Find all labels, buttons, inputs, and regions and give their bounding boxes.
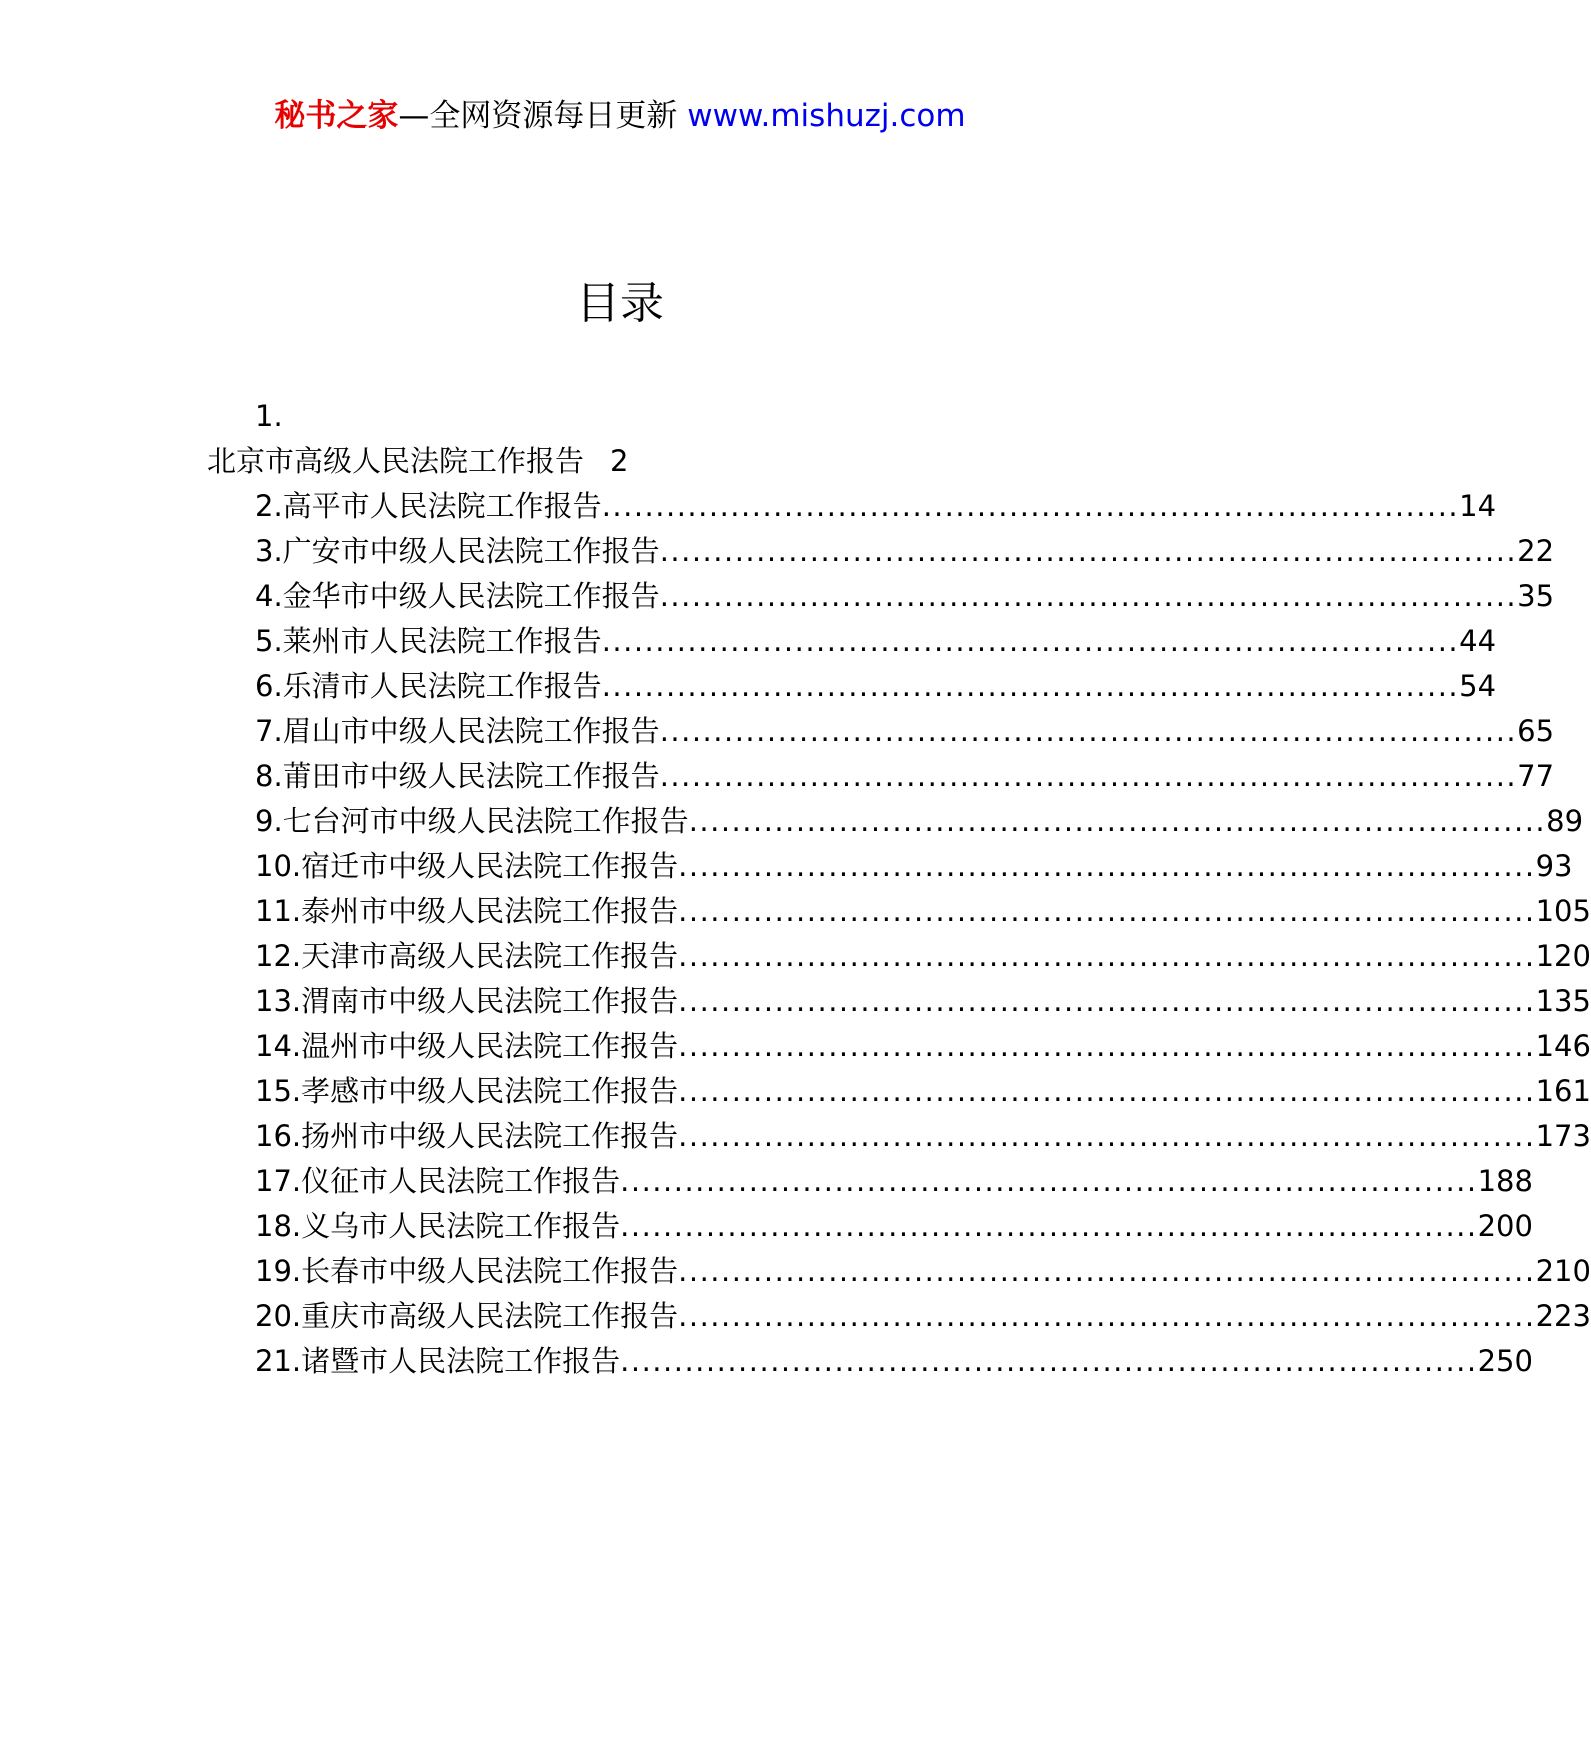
toc-item-number: 5. <box>255 624 283 658</box>
toc-item[interactable] <box>255 619 1497 664</box>
toc-item-page: 161 <box>1535 1074 1591 1108</box>
toc-item[interactable] <box>255 574 1555 619</box>
toc-item-label: 渭南市中级人民法院工作报告 <box>301 984 679 1018</box>
toc-item-label: 义乌市人民法院工作报告 <box>301 1209 621 1243</box>
toc-item-number: 11. <box>255 894 302 928</box>
toc-item-label: 天津市高级人民法院工作报告 <box>301 939 679 973</box>
toc-item[interactable] <box>255 1024 1591 1069</box>
toc-item[interactable] <box>255 979 1591 1024</box>
toc-item-number: 18. <box>255 1209 302 1243</box>
header-tagline: —全网资源每日更新 <box>398 98 678 134</box>
toc-item-page: 146 <box>1535 1029 1591 1063</box>
dot-leader: ................................................................................ <box>678 1074 1536 1108</box>
dot-leader: ................................................................................ <box>678 1299 1536 1333</box>
toc-item-page: 35 <box>1517 579 1555 613</box>
dot-leader: ................................................................................ <box>678 984 1536 1018</box>
dot-leader: ................................................................................ <box>601 489 1460 523</box>
toc-item-page: 22 <box>1517 534 1555 568</box>
toc-item-page: 54 <box>1459 669 1497 703</box>
toc-item-label: 金华市中级人民法院工作报告 <box>282 579 660 613</box>
dot-leader: ................................................................................ <box>678 894 1536 928</box>
dot-leader: ................................................................................ <box>678 939 1536 973</box>
toc-item[interactable] <box>255 844 1573 889</box>
toc-item-label: 莱州市人民法院工作报告 <box>282 624 602 658</box>
toc-item-number: 2. <box>255 489 283 523</box>
toc-item[interactable] <box>255 1159 1533 1204</box>
toc-item-number: 16. <box>255 1119 302 1153</box>
toc-item[interactable] <box>255 1294 1591 1339</box>
toc-item[interactable] <box>255 889 1591 934</box>
toc-item-label: 高平市人民法院工作报告 <box>282 489 602 523</box>
dot-leader: ................................................................................ <box>601 669 1460 703</box>
brand-name: 秘书之家 <box>274 98 399 134</box>
dot-leader: ................................................................................ <box>620 1164 1478 1198</box>
toc-item-number: 20. <box>255 1299 302 1333</box>
toc-item[interactable] <box>255 664 1497 709</box>
toc-item[interactable] <box>255 1339 1533 1384</box>
toc-item-number: 19. <box>255 1254 302 1288</box>
toc-item-page: 200 <box>1477 1209 1533 1243</box>
toc-item[interactable] <box>255 1069 1591 1114</box>
dot-leader: ................................................................................ <box>601 624 1460 658</box>
dot-leader: ................................................................................ <box>659 759 1518 793</box>
toc-item[interactable] <box>255 934 1591 979</box>
toc-item-label: 莆田市中级人民法院工作报告 <box>282 759 660 793</box>
toc-item-number: 13. <box>255 984 302 1018</box>
toc-item-page: 105 <box>1535 894 1591 928</box>
toc-list <box>207 484 1591 1384</box>
toc-item[interactable] <box>255 709 1555 754</box>
toc-item-page: 135 <box>1535 984 1591 1018</box>
toc-item-label: 孝感市中级人民法院工作报告 <box>301 1074 679 1108</box>
toc-item-label: 仪征市人民法院工作报告 <box>301 1164 621 1198</box>
toc-item-number: 14. <box>255 1029 302 1063</box>
toc-item-page: 77 <box>1517 759 1555 793</box>
toc-item[interactable] <box>255 1204 1533 1249</box>
toc-item-page: 173 <box>1535 1119 1591 1153</box>
toc-item-page: 44 <box>1459 624 1497 658</box>
dot-leader: ................................................................................ <box>678 1119 1536 1153</box>
site-url-link[interactable]: www.mishuzj.com <box>687 98 966 134</box>
dot-leader: ................................................................................ <box>678 1254 1536 1288</box>
page-header <box>0 96 1240 136</box>
table-of-contents <box>207 394 1591 1384</box>
dot-leader: ................................................................................ <box>659 579 1518 613</box>
toc-item-label: 北京市高级人民法院工作报告 <box>207 444 585 478</box>
toc-item-page: 188 <box>1477 1164 1533 1198</box>
toc-item-label: 泰州市中级人民法院工作报告 <box>301 894 679 928</box>
toc-item-number: 10. <box>255 849 302 883</box>
toc-item-label: 诸暨市人民法院工作报告 <box>301 1344 621 1378</box>
toc-item-number: 6. <box>255 669 283 703</box>
toc-item[interactable] <box>255 529 1555 574</box>
toc-item-page: 14 <box>1459 489 1497 523</box>
dot-leader: ................................................................................ <box>659 714 1518 748</box>
toc-item[interactable] <box>255 1249 1591 1294</box>
toc-item-label: 长春市中级人民法院工作报告 <box>301 1254 679 1288</box>
toc-item-page: 65 <box>1517 714 1555 748</box>
toc-item-label: 温州市中级人民法院工作报告 <box>301 1029 679 1063</box>
toc-item-number: 12. <box>255 939 302 973</box>
toc-item-number: 4. <box>255 579 283 613</box>
toc-item-page: 210 <box>1535 1254 1591 1288</box>
toc-item-label: 宿迁市中级人民法院工作报告 <box>301 849 679 883</box>
toc-item-label: 眉山市中级人民法院工作报告 <box>282 714 660 748</box>
toc-item-page: 120 <box>1535 939 1591 973</box>
dot-leader: ................................................................................ <box>688 804 1547 838</box>
toc-title: 目录 <box>576 278 664 329</box>
toc-item-number: 21. <box>255 1344 302 1378</box>
toc-item-page: 89 <box>1546 804 1584 838</box>
toc-item-number: 8. <box>255 759 283 793</box>
toc-item-1-number[interactable]: 1. <box>255 399 283 433</box>
toc-item-number: 7. <box>255 714 283 748</box>
toc-item-number: 9. <box>255 804 283 838</box>
dot-leader: ................................................................................ <box>659 534 1518 568</box>
toc-item[interactable] <box>255 1114 1591 1159</box>
toc-item-number: 3. <box>255 534 283 568</box>
toc-item-label: 七台河市中级人民法院工作报告 <box>282 804 689 838</box>
toc-item[interactable] <box>255 484 1497 529</box>
dot-leader: ................................................................................ <box>678 1029 1536 1063</box>
toc-item-label: 扬州市中级人民法院工作报告 <box>301 1119 679 1153</box>
toc-item[interactable] <box>255 799 1584 844</box>
toc-item-number: 17. <box>255 1164 302 1198</box>
toc-item-page: 2 <box>610 444 629 478</box>
dot-leader: ................................................................................ <box>678 849 1536 883</box>
toc-item-page: 250 <box>1477 1344 1533 1378</box>
toc-item-number: 15. <box>255 1074 302 1108</box>
toc-item-label: 重庆市高级人民法院工作报告 <box>301 1299 679 1333</box>
toc-item[interactable] <box>255 754 1555 799</box>
dot-leader: ................................................................................ <box>620 1344 1478 1378</box>
toc-item-label: 乐清市人民法院工作报告 <box>282 669 602 703</box>
toc-item-1[interactable] <box>207 439 1047 484</box>
toc-item-page: 223 <box>1535 1299 1591 1333</box>
toc-item-label: 广安市中级人民法院工作报告 <box>282 534 660 568</box>
dot-leader: ................................................................................ <box>620 1209 1478 1243</box>
toc-item-page: 93 <box>1535 849 1573 883</box>
